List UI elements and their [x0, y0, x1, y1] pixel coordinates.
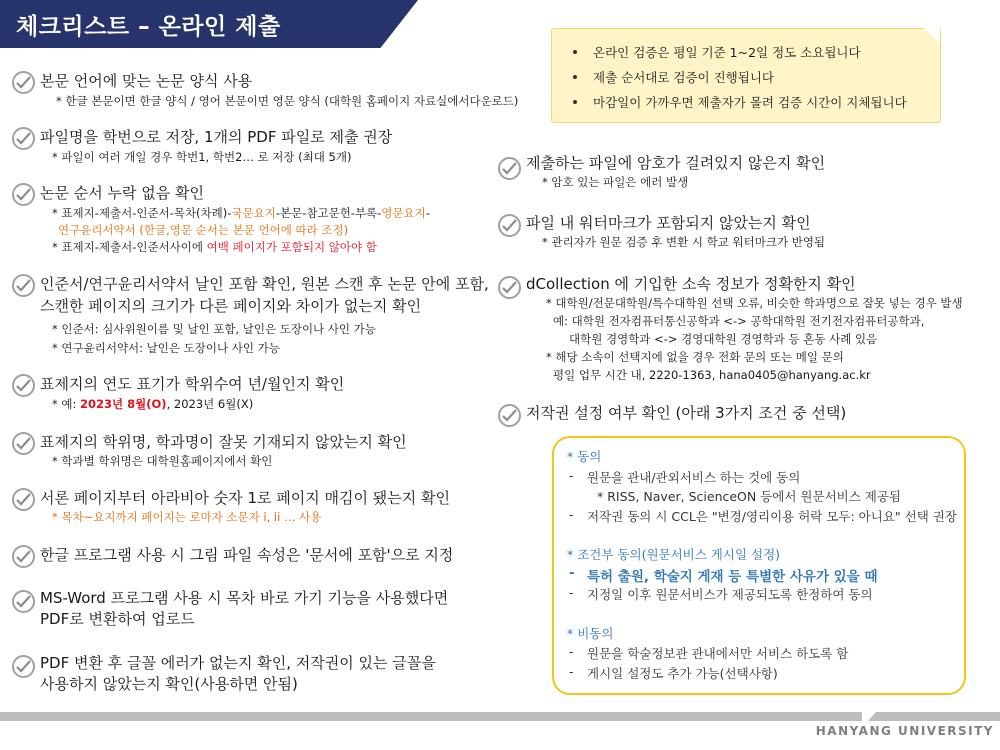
dash: - [569, 664, 574, 679]
check-item-title: 스캔한 페이지의 크기가 다른 페이지와 차이가 없는지 확인 [40, 297, 422, 315]
check-item-title: 표제지의 연도 표기가 학위수여 년/월인지 확인 [40, 375, 345, 393]
page-title: 체크리스트 – 온라인 제출 [16, 14, 281, 40]
check-item-title: 표제지의 학위명, 학과명이 잘못 기재되지 않았는지 확인 [40, 433, 407, 451]
notice-item: 마감일이 가까우면 제출자가 몰려 검증 시간이 지체됩니다 [593, 95, 907, 110]
check-item-note: * 파일이 여러 개일 경우 학번1, 학번2… 로 저장 (최대 5개) [52, 150, 352, 164]
checkmark-icon [498, 404, 521, 427]
university-logo-text: HANYANG UNIVERSITY [815, 724, 994, 738]
check-item-note: * 인준서: 심사위원이름 및 날인 포함, 날인은 도장이나 사인 가능 [52, 322, 376, 336]
checkmark-icon [498, 276, 521, 299]
option-disagree-heading: * 비동의 [567, 626, 614, 641]
checkmark-icon [12, 274, 35, 297]
checkmark-icon [12, 374, 35, 397]
notice-item: 제출 순서대로 검증이 진행됩니다 [593, 70, 774, 85]
check-item-note: * 목차~요지까지 페이지는 로마자 소문자 i, ii … 사용 [52, 510, 322, 524]
footer-bar-end [868, 712, 1000, 721]
option-line: * RISS, Naver, ScienceON 등에서 원문서비스 제공됨 [597, 489, 901, 504]
note-correct-example: 2023년 8월(O) [80, 397, 167, 411]
option-line: 지정일 이후 원문서비스가 제공되도록 한정하여 동의 [587, 587, 873, 602]
checkmark-icon [12, 127, 35, 150]
bullet-icon [573, 100, 577, 104]
check-item-note: 예: 대학원 전자컴퓨터통신공학과 <-> 공학대학원 전기전자컴퓨터공학과, [553, 314, 925, 328]
note-text: -본문-참고문헌-부록- [275, 206, 382, 220]
check-item-note [52, 395, 253, 413]
note-highlight: 국문요지 [231, 206, 276, 220]
check-item-title: 인준서/연구윤리서약서 날인 포함 확인, 원본 스캔 후 논문 안에 포함, [40, 275, 489, 293]
checkmark-icon [12, 432, 35, 455]
check-item-title: 파일명을 학번으로 저장, 1개의 PDF 파일로 제출 권장 [40, 128, 393, 146]
dash: - [569, 507, 574, 522]
checkmark-icon [498, 214, 521, 237]
checkmark-icon [12, 488, 35, 511]
check-item-title: 사용하지 않았는지 확인(사용하면 안됨) [40, 675, 298, 693]
check-item-title: dCollection 에 기입한 소속 정보가 정확한지 확인 [526, 275, 856, 293]
dash: - [569, 565, 575, 581]
note-warning: 여백 페이지가 포함되지 않아야 함 [206, 240, 377, 254]
note-text: * 표제지-제출서-인준서-목차(차례)- [52, 206, 232, 220]
check-item-note [52, 204, 430, 222]
option-line: 원문을 관내/관외서비스 하는 것에 동의 [587, 470, 801, 485]
dash: - [569, 585, 574, 600]
checkmark-icon [12, 183, 35, 206]
check-item-title: MS-Word 프로그램 사용 시 목차 바로 가기 기능을 사용했다면 [40, 589, 449, 607]
check-item-title: PDF로 변환하여 업로드 [40, 610, 195, 628]
notice-item: 온라인 검증은 평일 기준 1~2일 정도 소요됩니다 [593, 45, 861, 60]
option-line: 게시일 설정도 추가 가능(선택사항) [587, 666, 778, 681]
check-item-title: 제출하는 파일에 암호가 걸려있지 않은지 확인 [526, 154, 826, 172]
check-item-note [52, 238, 377, 256]
check-item-title: 파일 내 워터마크가 포함되지 않았는지 확인 [526, 214, 811, 232]
checkmark-icon [12, 655, 35, 678]
option-line: 저작권 동의 시 CCL은 "변경/영리이용 허락 모두: 아니요" 선택 권장 [587, 509, 957, 524]
note-text: * 표제지-제출서-인준서사이에 [52, 240, 207, 254]
check-item-title: 한글 프로그램 사용 시 그림 파일 속성은 '문서에 포함'으로 지정 [40, 546, 454, 564]
note-text: - [425, 206, 430, 220]
notice-fold-corner [924, 28, 940, 44]
checkmark-icon [12, 590, 35, 613]
check-item-title: 저작권 설정 여부 확인 (아래 3가지 조건 중 선택) [526, 404, 847, 422]
check-item-title: 서론 페이지부터 아라비아 숫자 1로 페이지 매김이 됐는지 확인 [40, 489, 450, 507]
checkmark-icon [12, 545, 35, 568]
dash: - [569, 468, 574, 483]
bullet-icon [573, 75, 577, 79]
check-item-title: 본문 언어에 맞는 논문 양식 사용 [40, 72, 253, 90]
option-line: 원문을 학술정보관 관내에서만 서비스 하도록 함 [587, 646, 849, 661]
check-item-note: * 암호 있는 파일은 에러 발생 [542, 175, 689, 189]
note-text: * 예: [52, 397, 81, 411]
option-line-emphasis: 특허 출원, 학술지 게재 등 특별한 사유가 있을 때 [587, 569, 878, 585]
checkmark-icon [12, 71, 35, 94]
checkmark-icon [498, 157, 521, 180]
contact-info: 평일 업무 시간 내, 2220-1363, hana0405@hanyang.ac.kr [553, 368, 871, 382]
check-item-note: * 대학원/전문대학원/특수대학원 선택 오류, 비슷한 학과명으로 잘못 넣는 경우 발생 [546, 296, 963, 310]
note-highlight: 영문요지 [381, 206, 426, 220]
check-item-note: * 해당 소속이 선택지에 없을 경우 전화 문의 또는 메일 문의 [546, 350, 844, 364]
check-item-note: * 학과별 학위명은 대학원홈페이지에서 확인 [52, 454, 273, 468]
check-item-note: * 연구윤리서약서: 날인은 도장이나 사인 가능 [52, 341, 280, 355]
bullet-icon [573, 50, 577, 54]
check-item-title: PDF 변환 후 글꼴 에러가 없는지 확인, 저작권이 있는 글꼴을 [40, 654, 436, 672]
check-item-note: * 한글 본문이면 한글 양식 / 영어 본문이면 영문 양식 (대학원 홈페이지 자료실에서다운로드) [56, 94, 519, 108]
note-text: , 2023년 6월(X) [166, 397, 254, 411]
dash: - [569, 644, 574, 659]
check-item-note: 연구윤리서약서 (한글,영문 순서는 본문 언어에 따라 조정) [58, 223, 349, 237]
option-conditional-heading: * 조건부 동의(원문서비스 게시일 설정) [567, 547, 781, 562]
footer-bar [0, 712, 862, 721]
option-agree-heading: * 동의 [567, 449, 602, 464]
check-item-note: * 관리자가 원문 검증 후 변환 시 학교 워터마크가 반영됨 [542, 235, 826, 249]
check-item-title: 논문 순서 누락 없음 확인 [40, 184, 204, 202]
check-item-note: 대학원 경영학과 <-> 경영대학원 경영학과 등 혼동 사례 있음 [569, 332, 878, 346]
